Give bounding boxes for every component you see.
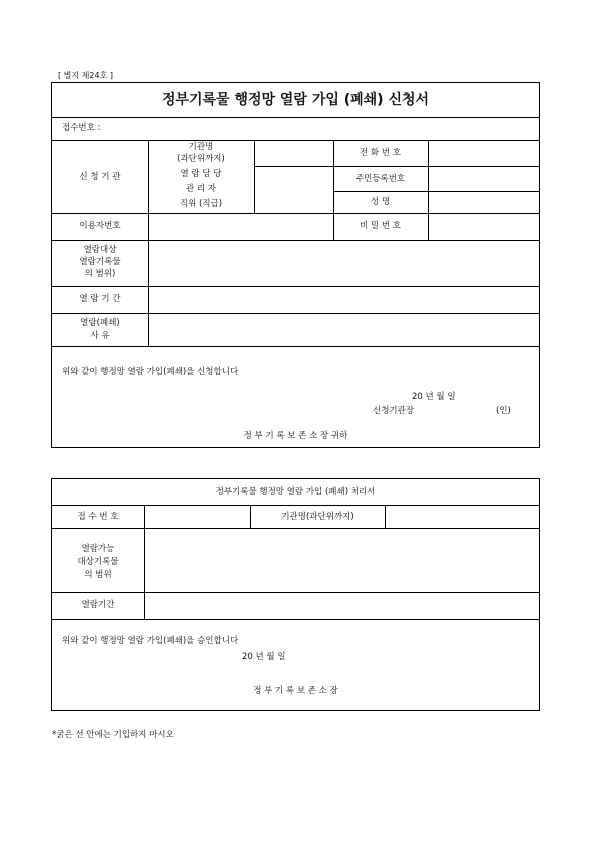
reason-label-2: 사 유 xyxy=(90,331,110,341)
target-scope-field[interactable] xyxy=(150,242,538,285)
manager-label-3: 직위 (직급) xyxy=(179,199,223,209)
phone-field[interactable] xyxy=(430,142,538,164)
user-no-field[interactable] xyxy=(150,215,332,239)
target-label-2: 열람기록물 xyxy=(79,257,121,267)
manager-label-2: 관 리 자 xyxy=(185,184,217,194)
user-no-label: 이용자번호 xyxy=(79,221,121,231)
reason-field[interactable] xyxy=(150,315,538,345)
org-name-field[interactable] xyxy=(256,142,332,164)
phone-label: 전 화 번 호 xyxy=(360,148,401,158)
org-name-label: 기관명 xyxy=(188,142,214,152)
reason-label-1: 열람(폐쇄) xyxy=(80,318,120,328)
processing-receipt-field[interactable] xyxy=(146,507,249,527)
resident-no-field[interactable] xyxy=(430,168,538,190)
applicant-org-label: 신 청 기 관 xyxy=(79,172,121,182)
period-field[interactable] xyxy=(150,288,538,312)
application-statement: 위와 같이 행정망 열람 가입(폐쇄)을 신청합니다 xyxy=(62,367,239,377)
receipt-no-label: 접수번호 : xyxy=(62,123,101,133)
scope-label-3: 의 범위 xyxy=(84,570,112,580)
processing-org-label: 기관명(과단위까지) xyxy=(281,512,354,522)
processing-title: 정부기록물 행정망 열람 가입 (폐쇄) 처리서 xyxy=(215,487,376,497)
processing-authority: 정 부 기 록 보 존 소 장 xyxy=(253,686,338,696)
processing-org-field[interactable] xyxy=(387,507,538,527)
manager-field[interactable] xyxy=(256,168,332,212)
recipient-line: 정 부 기 록 보 존 소 장 귀하 xyxy=(243,431,348,441)
name-field[interactable] xyxy=(430,193,538,212)
period-label: 열 람 기 간 xyxy=(79,294,121,304)
password-label: 비 밀 번 호 xyxy=(360,221,401,231)
processing-period-field[interactable] xyxy=(146,594,538,618)
resident-no-label: 주민등록번호 xyxy=(355,174,406,184)
manager-label-1: 열 람 담 당 xyxy=(180,169,222,179)
password-field[interactable] xyxy=(430,215,538,239)
name-label: 성 명 xyxy=(370,197,391,207)
seal-mark: (인) xyxy=(496,406,511,416)
processing-statement: 위와 같이 행정망 열람 가입(폐쇄)을 승인합니다 xyxy=(62,636,239,646)
target-label-3: 의 범위) xyxy=(84,269,116,279)
processing-period-label: 열람기간 xyxy=(81,600,115,610)
processing-date: 20 년 월 일 xyxy=(242,652,286,662)
org-name-sublabel: (과단위까지) xyxy=(177,154,225,164)
signature-line: 신청기관장 xyxy=(373,406,415,416)
footnote: *굵은 선 안에는 기입하지 마시오 xyxy=(52,730,174,740)
application-title: 정부기록물 행정망 열람 가입 (폐쇄) 신청서 xyxy=(161,92,430,108)
scope-label-2: 대상기록물 xyxy=(77,557,119,567)
form-tag: [ 별지 제24호 ] xyxy=(58,71,113,80)
scope-field[interactable] xyxy=(146,530,538,591)
processing-receipt-label: 접 수 번 호 xyxy=(77,512,119,522)
scope-label-1: 열람가능 xyxy=(81,544,115,554)
target-label-1: 열람대상 xyxy=(83,245,117,255)
application-date: 20 년 월 일 xyxy=(412,392,456,402)
